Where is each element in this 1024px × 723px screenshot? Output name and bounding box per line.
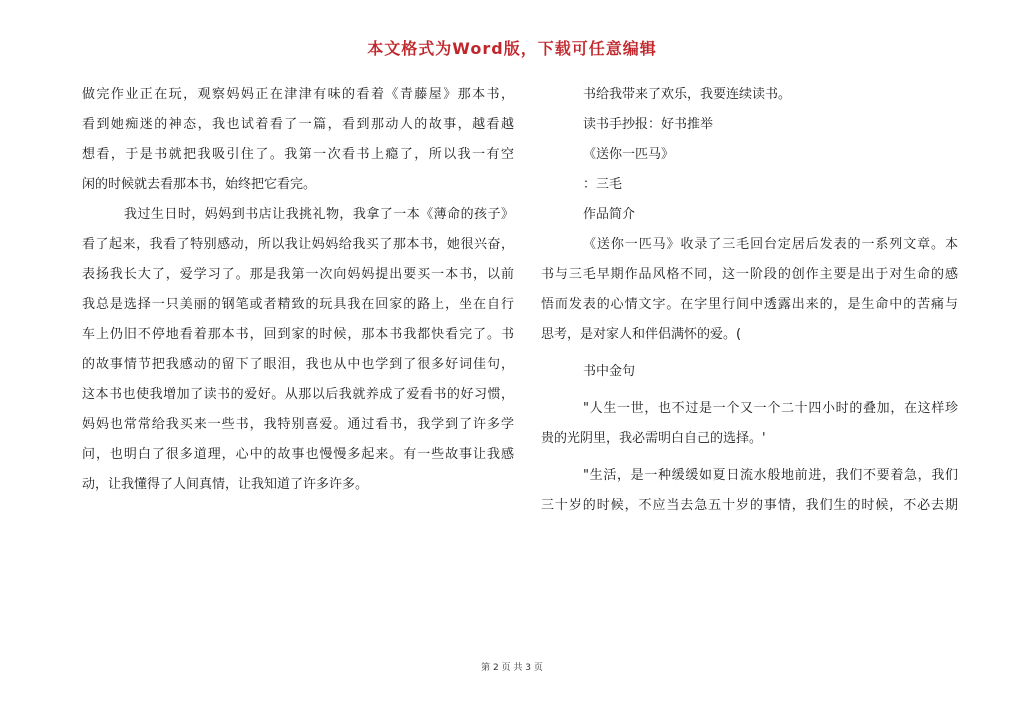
quote-line: "生活，是一种缓缓如夏日流水般地前进，我们不要着急，我们 <box>583 468 958 483</box>
paragraph-line: 妈妈也常常给我买来一些书，我特别喜爱。通过看书，我学到了许多学 <box>82 417 514 432</box>
paragraph-line: 书给我带来了欢乐，我要连续读书。 <box>583 87 792 102</box>
paragraph-line: 做完作业正在玩，观察妈妈正在津津有味的看着《青藤屋》那本书， <box>82 87 514 102</box>
section-heading-recommendation: 读书手抄报：好书推举 <box>583 117 714 132</box>
paragraph-line: 看到她痴迷的神态，我也试着看了一篇，看到那动人的故事，越看越 <box>82 117 514 132</box>
paragraph-line: 看了起来，我看了特别感动，所以我让妈妈给我买了那本书，她很兴奋， <box>82 237 514 252</box>
paragraph-line: 动，让我懂得了人间真情，让我知道了许多许多。 <box>82 477 369 492</box>
paragraph-line: 想看，于是书就把我吸引住了。我第一次看书上瘾了，所以我一有空 <box>82 147 514 162</box>
section-heading-introduction: 作品简介 <box>583 207 636 222</box>
paragraph-line: 《送你一匹马》收录了三毛回台定居后发表的一系列文章。本 <box>583 237 958 252</box>
quote-line: "人生一世，也不过是一个又一个二十四小时的叠加，在这样珍 <box>583 401 958 416</box>
book-author: ：三毛 <box>583 177 623 192</box>
quote-line: 三十岁的时候，不应当去急五十岁的事情，我们生的时候，不必去期 <box>541 498 958 513</box>
paragraph-line: 闲的时候就去看那本书，始终把它看完。 <box>82 177 317 192</box>
paragraph-line: 问，也明白了很多道理，心中的故事也慢慢多起来。有一些故事让我感 <box>82 447 514 462</box>
paragraph-line: 我过生日时，妈妈到书店让我挑礼物，我拿了一本《薄命的孩子》 <box>124 207 514 222</box>
page-number-footer: 第 2 页 共 3 页 <box>481 663 543 673</box>
paragraph-line: 我总是选择一只美丽的钢笔或者精致的玩具我在回家的路上，坐在自行 <box>82 297 514 312</box>
paragraph-line: 悟而发表的心情文字。在字里行间中透露出来的，是生命中的苦痛与 <box>541 297 958 312</box>
paragraph-line: 这本书也使我增加了读书的爱好。从那以后我就养成了爱看书的好习惯， <box>82 387 514 402</box>
quote-line: 贵的光阴里，我必需明白自己的选择。' <box>541 431 766 446</box>
right-text-column <box>541 80 958 521</box>
paragraph-line: 书与三毛早期作品风格不同，这一阶段的创作主要是出于对生命的感 <box>541 267 958 282</box>
paragraph-line: 的故事情节把我感动的留下了眼泪，我也从中也学到了很多好词佳句， <box>82 357 514 372</box>
paragraph-line: 思考，是对家人和伴侣满怀的爱。( <box>541 327 742 342</box>
left-text-column <box>82 80 514 500</box>
section-heading-quotes: 书中金句 <box>583 364 636 379</box>
paragraph-line: 表扬我长大了，爱学习了。那是我第一次向妈妈提出要买一本书，以前 <box>82 267 514 282</box>
paragraph-line: 车上仍旧不停地看着那本书，回到家的时候，那本书我都快看完了。书 <box>82 327 514 342</box>
book-title: 《送你一匹马》 <box>583 147 675 162</box>
document-header-banner: 本文格式为Word版，下载可任意编辑 <box>367 39 657 58</box>
